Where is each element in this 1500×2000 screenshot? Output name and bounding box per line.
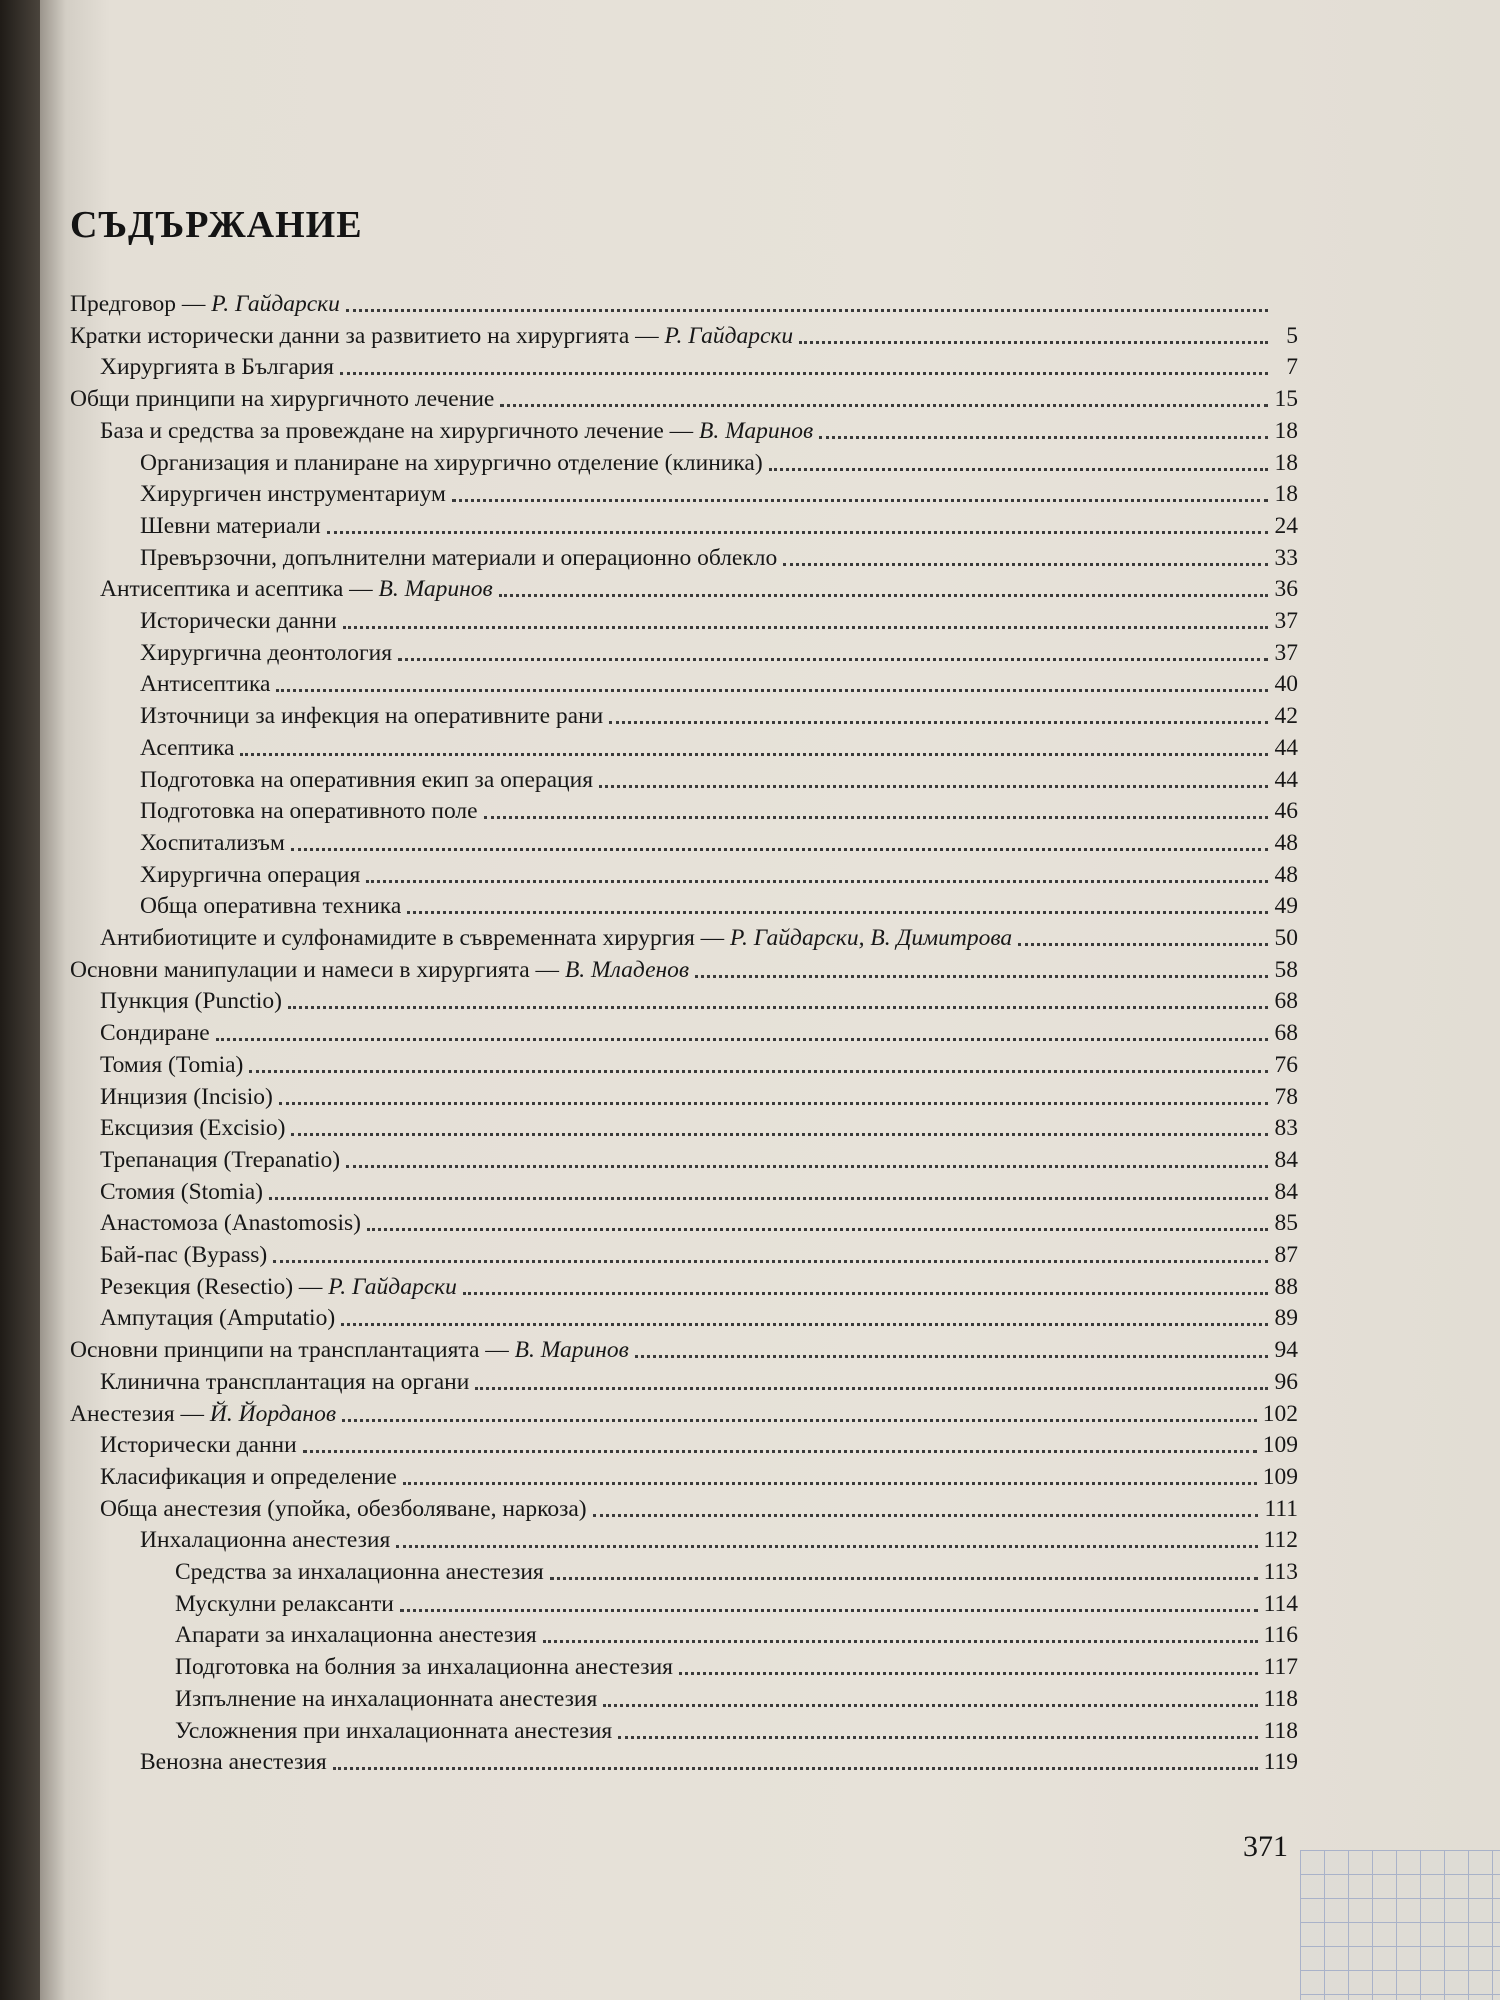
toc-entry-text: Пункция (Punctio) bbox=[100, 988, 283, 1015]
toc-entry bbox=[175, 1713, 1298, 1745]
toc-entry-title bbox=[70, 323, 793, 350]
toc-entry bbox=[140, 825, 1298, 857]
toc-entry-text: Усложнения при инхалационната анестезия bbox=[175, 1717, 613, 1744]
toc-entry-title bbox=[100, 1305, 335, 1332]
toc-entry-title bbox=[140, 703, 603, 730]
toc-entry bbox=[140, 476, 1298, 508]
toc-entry-page: 109 bbox=[1262, 1432, 1298, 1459]
toc-entry bbox=[100, 1237, 1298, 1269]
toc-entry-title bbox=[140, 545, 777, 572]
toc-entry bbox=[70, 1396, 1298, 1428]
toc-entry-text: Трепанация (Trepanatio) bbox=[100, 1146, 341, 1173]
toc-entry-author: В. Маринов bbox=[514, 1337, 629, 1364]
toc-entry-text: Ексцизия (Excisio) bbox=[100, 1115, 286, 1142]
toc-entry-page: 24 bbox=[1274, 512, 1298, 539]
toc-entry-page: 84 bbox=[1274, 1178, 1298, 1205]
toc-entry-title bbox=[140, 513, 321, 540]
toc-entry-page: 96 bbox=[1274, 1368, 1298, 1395]
toc-entry-page: 18 bbox=[1274, 417, 1298, 444]
toc-entry bbox=[140, 730, 1298, 762]
toc-entry-title bbox=[140, 830, 285, 857]
toc-leader-dots bbox=[769, 468, 1268, 471]
toc-leader-dots bbox=[603, 1704, 1257, 1707]
toc-entry-title bbox=[140, 735, 234, 762]
toc-entry bbox=[140, 603, 1298, 635]
toc-leader-dots bbox=[367, 1228, 1268, 1231]
toc-leader-dots bbox=[216, 1038, 1268, 1041]
toc-entry-page: 18 bbox=[1274, 449, 1298, 476]
toc-entry bbox=[100, 1459, 1298, 1491]
toc-leader-dots bbox=[609, 721, 1268, 724]
toc-entry-page: 48 bbox=[1274, 861, 1298, 888]
toc-entry-title bbox=[140, 1527, 390, 1554]
toc-entry-title bbox=[100, 1432, 297, 1459]
toc-entry-page: 114 bbox=[1263, 1590, 1298, 1617]
toc-entry-text: Средства за инхалационна анестезия bbox=[175, 1559, 544, 1585]
toc-entry-page: 102 bbox=[1262, 1400, 1298, 1427]
toc-entry-title bbox=[100, 1274, 457, 1301]
toc-entry-text: Предговор — bbox=[70, 291, 212, 317]
toc-entry-text: База и средства за провеждане на хирургичното лечение — bbox=[100, 417, 700, 444]
toc-entry-page: 119 bbox=[1263, 1749, 1298, 1776]
toc-entry bbox=[100, 1079, 1298, 1111]
toc-entry-page: 48 bbox=[1274, 829, 1298, 856]
toc-entry-page: 118 bbox=[1263, 1685, 1298, 1712]
toc-leader-dots bbox=[799, 341, 1268, 344]
toc-entry-title bbox=[175, 1718, 612, 1745]
toc-entry-title bbox=[70, 386, 494, 413]
toc-entry-title bbox=[100, 576, 493, 603]
toc-entry-title bbox=[100, 1147, 340, 1174]
toc-entry-text: Клинична трансплантация на органи bbox=[100, 1368, 470, 1395]
toc-leader-dots bbox=[400, 1609, 1258, 1612]
toc-entry bbox=[100, 1269, 1298, 1301]
toc-leader-dots bbox=[269, 1197, 1268, 1200]
toc-entry bbox=[140, 762, 1298, 794]
toc-entry bbox=[140, 1744, 1298, 1776]
toc-entry-text: Основни манипулации и намеси в хирургията — bbox=[70, 956, 565, 983]
toc-leader-dots bbox=[679, 1672, 1258, 1675]
toc-leader-dots bbox=[279, 1102, 1268, 1105]
toc-entry-page: 85 bbox=[1274, 1210, 1298, 1237]
toc-entry-title bbox=[100, 1369, 469, 1396]
toc-entry-page: 37 bbox=[1274, 639, 1298, 666]
toc-entry-page: 94 bbox=[1274, 1337, 1298, 1364]
toc-entry-text: Антисептика и асептика — bbox=[100, 576, 379, 603]
toc-entry bbox=[100, 1142, 1298, 1174]
toc-entry-title bbox=[140, 862, 360, 889]
toc-leader-dots bbox=[599, 785, 1268, 788]
toc-entry-text: Исторически данни bbox=[100, 1432, 297, 1459]
toc-leader-dots bbox=[291, 848, 1268, 851]
toc-entry-text: Венозна анестезия bbox=[140, 1749, 327, 1776]
toc-entry-page: 68 bbox=[1274, 1020, 1298, 1047]
toc-entry-page: 44 bbox=[1274, 734, 1298, 761]
toc-entry-text: Ампутация (Amputatio) bbox=[100, 1305, 336, 1332]
toc-entry bbox=[140, 635, 1298, 667]
toc-leader-dots bbox=[635, 1355, 1268, 1358]
toc-entry-text: Томия (Tomia) bbox=[100, 1051, 244, 1078]
toc-entry-text: Резекция (Resectio) — bbox=[100, 1273, 329, 1300]
toc-entry-title bbox=[140, 893, 401, 920]
toc-entry bbox=[100, 571, 1298, 603]
toc-entry-page: 37 bbox=[1274, 608, 1298, 634]
toc-entry-author: В. Маринов bbox=[378, 576, 493, 603]
toc-entry bbox=[140, 793, 1298, 825]
toc-entry-page: 50 bbox=[1274, 925, 1298, 951]
toc-entry bbox=[70, 1332, 1298, 1364]
toc-entry-page: 58 bbox=[1274, 956, 1298, 983]
toc-leader-dots bbox=[543, 1640, 1258, 1643]
toc-entry bbox=[140, 857, 1298, 889]
toc-entry-page: 118 bbox=[1263, 1717, 1298, 1744]
toc-entry-title bbox=[100, 1084, 273, 1111]
toc-entry-title bbox=[140, 640, 392, 667]
toc-entry-title bbox=[70, 1337, 629, 1364]
book-spine-shadow bbox=[0, 0, 40, 2000]
toc-leader-dots bbox=[403, 1482, 1257, 1485]
toc-entry-page: 88 bbox=[1274, 1273, 1298, 1300]
toc-leader-dots bbox=[452, 499, 1268, 502]
toc-entry bbox=[100, 349, 1298, 381]
toc-entry bbox=[175, 1586, 1298, 1618]
toc-entry-text: Кратки исторически данни за развитието на хирургията — bbox=[70, 322, 665, 349]
toc-leader-dots bbox=[550, 1577, 1258, 1580]
toc-entry-title bbox=[100, 1179, 263, 1206]
toc-leader-dots bbox=[343, 626, 1268, 629]
toc-entry-page: 36 bbox=[1274, 576, 1298, 603]
toc-entry bbox=[100, 1491, 1298, 1523]
toc-entry bbox=[70, 318, 1298, 350]
toc-entry-text: Основни принципи на трансплантацията — bbox=[70, 1337, 515, 1364]
toc-entry-page: 40 bbox=[1274, 671, 1298, 698]
toc-leader-dots bbox=[398, 658, 1268, 661]
toc-leader-dots bbox=[340, 372, 1268, 375]
toc-entry-text: Хоспитализъм bbox=[140, 829, 285, 856]
toc-entry-text: Антисептика bbox=[140, 671, 271, 698]
toc-entry bbox=[70, 952, 1298, 984]
toc-entry-text: Организация и планиране на хирургично отделение (клиника) bbox=[140, 449, 763, 476]
page-number: 371 bbox=[1243, 1830, 1288, 1863]
toc-entry bbox=[100, 1427, 1298, 1459]
toc-entry-page: 7 bbox=[1286, 354, 1298, 381]
toc-entry bbox=[175, 1681, 1298, 1713]
toc-entry-title bbox=[175, 1591, 394, 1618]
toc-entry-page: 113 bbox=[1263, 1559, 1298, 1585]
toc-entry-page: 76 bbox=[1274, 1051, 1298, 1078]
toc-entry-author: Й. Йорданов bbox=[209, 1400, 337, 1427]
toc-entry-text: Обща оперативна техника bbox=[140, 893, 402, 920]
toc-entry-title bbox=[140, 1749, 327, 1776]
toc-entry-title bbox=[100, 925, 1012, 952]
toc-entry-text: Антибиотиците и сулфонамидите в съвременната хирургия — bbox=[100, 925, 731, 951]
toc-entry-text: Хирургията в България bbox=[100, 354, 334, 381]
toc-leader-dots bbox=[273, 1260, 1268, 1263]
toc-entry-title bbox=[100, 1464, 397, 1491]
toc-entry bbox=[100, 1174, 1298, 1206]
toc-entry bbox=[140, 1522, 1298, 1554]
toc-leader-dots bbox=[484, 816, 1268, 819]
toc-leader-dots bbox=[593, 1514, 1259, 1517]
toc-entry-page: 84 bbox=[1274, 1146, 1298, 1173]
toc-entry-title bbox=[70, 1401, 336, 1428]
toc-leader-dots bbox=[783, 563, 1268, 566]
toc-entry-title bbox=[140, 450, 763, 477]
toc-entry-text: Сондиране bbox=[100, 1020, 210, 1047]
toc-entry-page: 87 bbox=[1274, 1242, 1298, 1268]
toc-entry-title bbox=[140, 608, 337, 635]
toc-entry bbox=[70, 286, 1298, 318]
toc-entry-text: Превързочни, допълнителни материали и операционно облекло bbox=[140, 544, 778, 571]
toc-entry bbox=[140, 540, 1298, 572]
toc-entry bbox=[140, 888, 1298, 920]
toc-leader-dots bbox=[475, 1387, 1268, 1390]
toc-entry-title bbox=[100, 418, 813, 445]
toc-entry-title bbox=[140, 798, 478, 825]
toc-leader-dots bbox=[366, 880, 1268, 883]
toc-entry-title bbox=[175, 1654, 673, 1681]
toc-entry-page: 116 bbox=[1263, 1622, 1298, 1649]
toc-entry-page: 68 bbox=[1274, 988, 1298, 1015]
toc-entry-title bbox=[100, 1210, 361, 1237]
toc-leader-dots bbox=[341, 1323, 1268, 1326]
toc-entry-title bbox=[140, 767, 593, 794]
toc-entry-page: 15 bbox=[1274, 386, 1298, 413]
toc-entry-title bbox=[140, 481, 446, 508]
toc-entry-text: Източници за инфекция на оперативните рани bbox=[140, 703, 604, 730]
toc-leader-dots bbox=[396, 1545, 1257, 1548]
toc-leader-dots bbox=[346, 1165, 1268, 1168]
toc-entry-author: Р. Гайдарски bbox=[328, 1273, 457, 1300]
toc-entry-text: Подготовка на оперативния екип за операция bbox=[140, 766, 594, 793]
toc-entry-title bbox=[100, 1496, 587, 1523]
toc-entry-page: 46 bbox=[1274, 798, 1298, 825]
toc-leader-dots bbox=[333, 1767, 1258, 1770]
toc-entry-text: Апарати за инхалационна анестезия bbox=[175, 1622, 537, 1649]
toc-entry-text: Подготовка на болния за инхалационна анестезия bbox=[175, 1654, 673, 1681]
toc-entry-page: 111 bbox=[1264, 1495, 1298, 1522]
book-page bbox=[40, 0, 1500, 2000]
toc-entry-title bbox=[70, 957, 689, 984]
page-title: СЪДЪРЖАНИЕ bbox=[70, 204, 363, 247]
toc-entry-author: В. Младенов bbox=[564, 956, 690, 983]
toc-entry bbox=[100, 413, 1298, 445]
toc-entry bbox=[70, 381, 1298, 413]
toc-entry bbox=[100, 1110, 1298, 1142]
toc-entry bbox=[140, 698, 1298, 730]
toc-entry-text: Хирургичен инструментариум bbox=[140, 481, 446, 508]
toc-entry bbox=[175, 1617, 1298, 1649]
toc-entry-page: 42 bbox=[1274, 703, 1298, 730]
toc-entry bbox=[175, 1554, 1298, 1586]
toc-leader-dots bbox=[695, 975, 1268, 978]
toc-entry-title bbox=[100, 354, 334, 381]
toc-leader-dots bbox=[303, 1450, 1257, 1453]
toc-entry-text: Анастомоза (Anastomosis) bbox=[100, 1210, 361, 1237]
toc-entry-page: 78 bbox=[1274, 1083, 1298, 1110]
toc-entry bbox=[100, 1015, 1298, 1047]
toc-entry-text: Асептика bbox=[140, 734, 235, 761]
toc-entry-author: В. Маринов bbox=[699, 417, 814, 444]
toc-entry-text: Инцизия (Incisio) bbox=[100, 1083, 273, 1110]
toc-entry-page: 117 bbox=[1263, 1654, 1298, 1681]
toc-entry bbox=[100, 983, 1298, 1015]
toc-leader-dots bbox=[288, 1006, 1268, 1009]
toc-entry-author: Р. Гайдарски bbox=[211, 291, 340, 317]
toc-entry-text: Исторически данни bbox=[140, 608, 337, 634]
toc-leader-dots bbox=[500, 404, 1268, 407]
toc-leader-dots bbox=[276, 689, 1268, 692]
toc-entry-title bbox=[100, 1020, 210, 1047]
toc-entry-text: Изпълнение на инхалационната анестезия bbox=[175, 1685, 598, 1712]
toc-leader-dots bbox=[407, 911, 1268, 914]
toc-entry-page: 33 bbox=[1274, 544, 1298, 571]
toc-entry bbox=[140, 666, 1298, 698]
toc-entry-text: Мускулни релаксанти bbox=[175, 1590, 394, 1617]
toc-entry-text: Анестезия — bbox=[70, 1400, 210, 1427]
toc-leader-dots bbox=[819, 436, 1268, 439]
toc-entry-text: Стомия (Stomia) bbox=[100, 1178, 263, 1205]
toc-entry-author: Р. Гайдарски bbox=[664, 322, 794, 349]
toc-entry-text: Общи принципи на хирургичното лечение bbox=[70, 386, 495, 413]
toc-entry-text: Класификация и определение bbox=[100, 1463, 397, 1490]
toc-entry bbox=[100, 920, 1298, 952]
toc-entry-page: 83 bbox=[1274, 1115, 1298, 1142]
toc-leader-dots bbox=[291, 1133, 1268, 1136]
toc-leader-dots bbox=[499, 594, 1268, 597]
toc-leader-dots bbox=[249, 1070, 1268, 1073]
toc-entry-text: Инхалационна анестезия bbox=[140, 1527, 391, 1554]
toc-leader-dots bbox=[1018, 943, 1268, 946]
toc-leader-dots bbox=[463, 1292, 1268, 1295]
toc-entry-title bbox=[140, 671, 270, 698]
toc-entry-page: 49 bbox=[1274, 893, 1298, 920]
toc-entry bbox=[140, 445, 1298, 477]
toc-entry-page: 44 bbox=[1274, 766, 1298, 793]
toc-entry-title bbox=[100, 1052, 243, 1079]
toc-entry-title bbox=[175, 1622, 537, 1649]
toc-entry-text: Бай-пас (Bypass) bbox=[100, 1242, 268, 1268]
toc-entry-text: Обща анестезия (упойка, обезболяване, наркоза) bbox=[100, 1495, 587, 1522]
toc-entry-title bbox=[100, 1115, 285, 1142]
toc-entry-text: Шевни материали bbox=[140, 512, 321, 539]
toc-entry-page: 5 bbox=[1286, 322, 1298, 349]
toc-entry-page: 18 bbox=[1274, 481, 1298, 508]
toc-leader-dots bbox=[240, 753, 1268, 756]
toc-entry-text: Хирургична операция bbox=[140, 861, 361, 888]
toc-leader-dots bbox=[327, 531, 1268, 534]
toc-entry bbox=[100, 1205, 1298, 1237]
toc-entry-text: Хирургична деонтология bbox=[140, 639, 393, 666]
toc-entry-page: 112 bbox=[1263, 1527, 1298, 1554]
toc-entry-title bbox=[100, 1242, 267, 1269]
toc-leader-dots bbox=[342, 1419, 1257, 1422]
toc-entry-title bbox=[100, 988, 282, 1015]
toc-entry-title bbox=[175, 1559, 544, 1586]
toc-entry bbox=[175, 1649, 1298, 1681]
toc-entry-text: Подготовка на оперативното поле bbox=[140, 798, 478, 825]
toc-leader-dots bbox=[618, 1736, 1257, 1739]
toc-entry bbox=[140, 508, 1298, 540]
toc-leader-dots bbox=[346, 309, 1268, 312]
toc-entry bbox=[100, 1364, 1298, 1396]
toc-entry bbox=[100, 1047, 1298, 1079]
toc-entry-title bbox=[70, 291, 340, 318]
toc-entry-author: Р. Гайдарски, В. Димитрова bbox=[730, 925, 1013, 951]
grid-paper-corner bbox=[1300, 1850, 1500, 2000]
toc-entry-page: 109 bbox=[1262, 1463, 1298, 1490]
toc-entry-title bbox=[175, 1686, 597, 1713]
toc-entry bbox=[100, 1300, 1298, 1332]
toc-entry-page: 89 bbox=[1274, 1305, 1298, 1332]
